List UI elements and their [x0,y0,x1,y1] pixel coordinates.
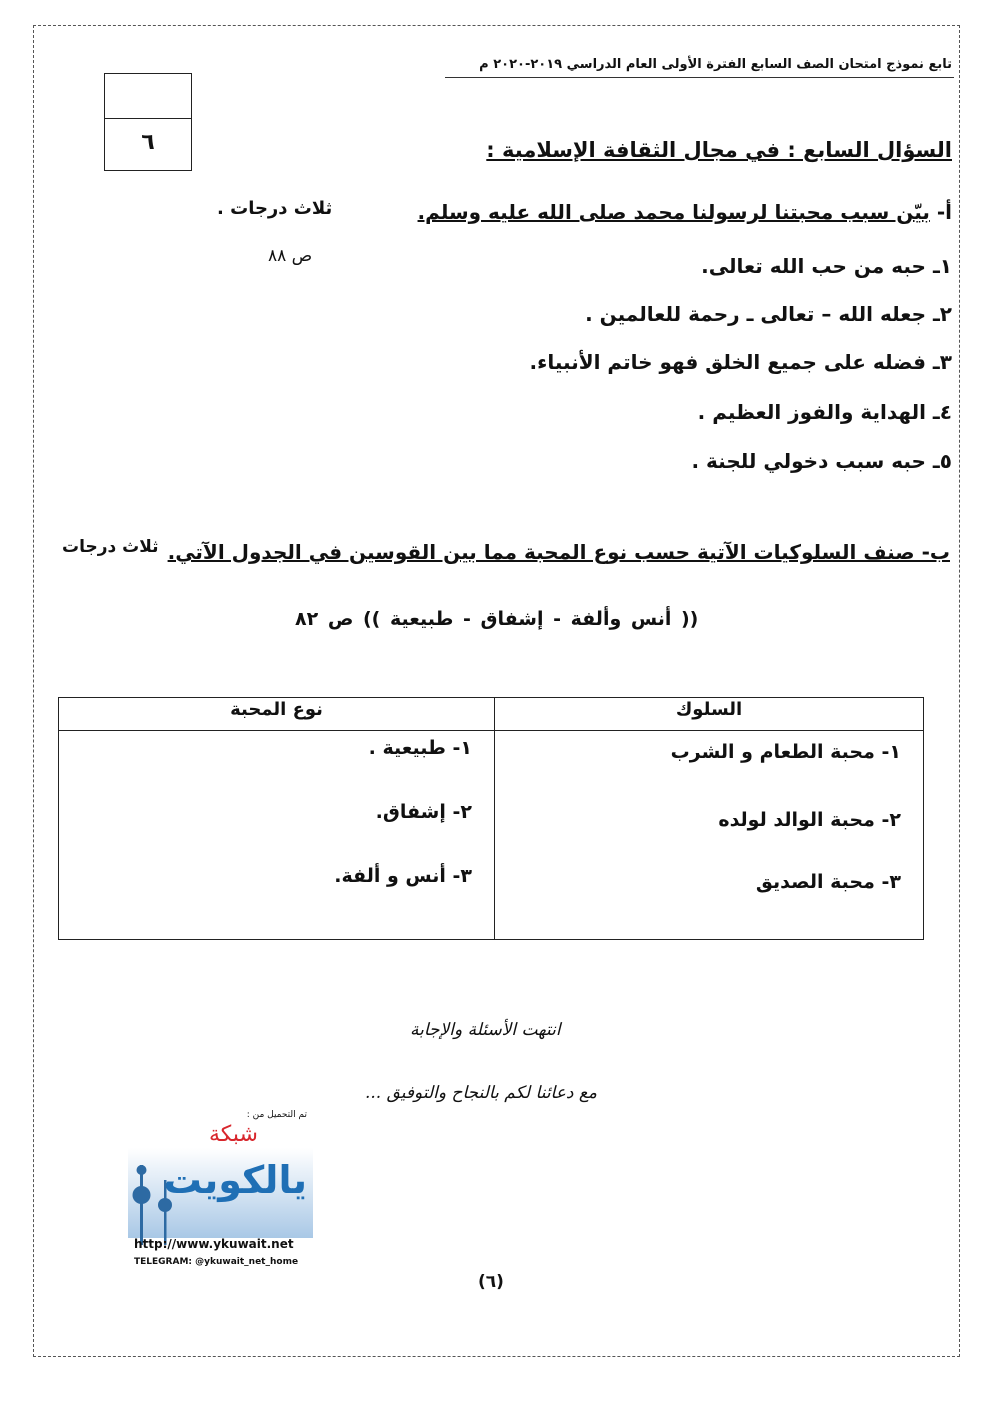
site-watermark-logo [128,1110,313,1280]
behavior-item: ٣- محبة الصديق [755,871,901,893]
closing-line-2: مع دعائنا لكم بالنجاح والتوفيق ... [365,1083,598,1103]
header-behavior: السلوك [495,698,924,731]
table-header-row [59,698,924,731]
answer-item: ١ـ حبه من حب الله تعالى. [701,254,952,278]
watermark-brand-top: شبكة [208,1122,258,1147]
part-a-grade: ثلاث درجات . [217,198,333,219]
page-number: (٦) [478,1272,504,1292]
watermark-brand-main: يالكويت [163,1158,307,1202]
grade-box-divider [105,118,191,119]
answer-item: ٤ـ الهداية والفوز العظيم . [697,400,952,424]
watermark-caption: تم التحميل من : [246,1110,307,1120]
grade-box-score: ٦ [141,130,155,155]
love-type-item: ١- طبيعية . [368,737,472,759]
table-row [59,731,924,940]
part-a-page-ref: ص ٨٨ [268,246,313,266]
grade-box [104,73,192,171]
header-love-type: نوع المحبة [59,698,495,731]
answer-item: ٣ـ فضله على جميع الخلق فهو خاتم الأنبياء. [529,350,952,374]
watermark-telegram: TELEGRAM: @ykuwait_net_home [134,1257,299,1267]
part-b-grade: ثلاث درجات [62,537,159,557]
love-type-item: ٢- إشفاق. [375,801,472,823]
question-title: السؤال السابع : في مجال الثقافة الإسلامية : [486,138,952,162]
classification-table [58,697,924,940]
part-b-prompt: ب- صنف السلوكيات الآتية حسب نوع المحبة مما بين القوسين في الجدول الآتي. [167,540,950,564]
love-type-item: ٣- أنس و ألفة. [334,865,472,887]
answer-item: ٥ـ حبه سبب دخولي للجنة . [691,449,952,473]
part-a-prefix: أ- [929,200,952,224]
behavior-cell [495,731,924,940]
love-type-cell [59,731,495,940]
part-a-text: بيّن سبب محبتنا لرسولنا محمد صلى الله عليه وسلم. [417,200,930,224]
part-a-prompt [418,200,952,224]
answer-item: ٢ـ جعله الله – تعالى ـ رحمة للعالمين . [585,302,952,326]
closing-line-1: انتهت الأسئلة والإجابة [410,1020,561,1040]
exam-header: تابع نموذج امتحان الصف السابع الفترة الأولى العام الدراسي ٢٠١٩-٢٠٢٠ م [479,57,952,72]
part-b-options: (( أنس وألفة - إشفاق - طبيعية )) ص ٨٢ [295,608,699,630]
behavior-item: ١- محبة الطعام و الشرب [670,741,901,763]
watermark-url: http://www.ykuwait.net [134,1237,294,1251]
behavior-item: ٢- محبة الوالد لولده [718,809,901,831]
header-underline [445,77,954,78]
